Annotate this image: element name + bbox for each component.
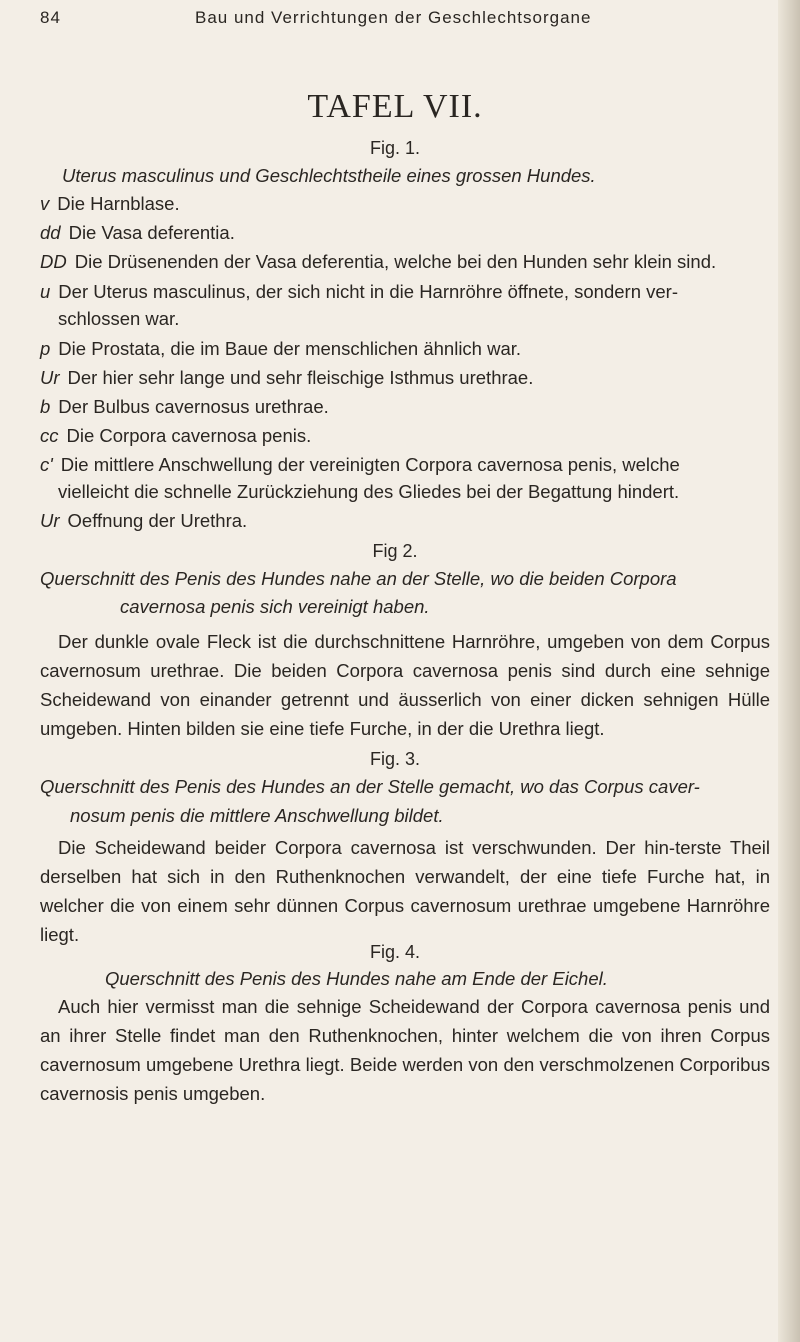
- fig3-caption-line1: Querschnitt des Penis des Hundes an der Stelle gemacht, wo das Corpus caver-: [40, 776, 700, 797]
- legend-item: [40, 251, 716, 273]
- legend-item: [40, 367, 533, 389]
- running-title: Bau und Verrichtungen der Geschlechtsorgane: [195, 8, 592, 27]
- legend-text: vielleicht die schnelle Zurückziehung des Gliedes bei der Begattung hindert.: [58, 481, 680, 502]
- fig4-label: Fig. 4.: [369, 942, 421, 962]
- legend-text: Oeffnung der Urethra.: [67, 510, 248, 531]
- legend-symbol: p: [40, 338, 51, 359]
- fig2-caption-line1: Querschnitt des Penis des Hundes nahe an der Stelle, wo die beiden Corpora: [40, 568, 677, 589]
- fig3-body: Die Scheidewand beider Corpora cavernosa ist verschwunden. Der hin-terste Theil derselben hat sich in den Ruthenknochen verwandelt, der eine tiefe Furche hat, in welcher die von einem sehr dünnen Corpus cavernosum urethrae umgebene Harnröhre liegt.: [40, 837, 770, 945]
- fig2-body: Der dunkle ovale Fleck ist die durchschnittene Harnröhre, umgeben von dem Corpus cavernosum urethrae. Die beiden Corpora cavernosa penis sind durch eine sehnige Scheidewand von einander getrennt und äusserlich von einer dicken sehnigen Hülle umgeben. Hinten bilden sie eine tiefe Furche, in der die Urethra liegt.: [40, 631, 770, 739]
- legend-symbol: Ur: [40, 510, 60, 531]
- legend-item-continued: [58, 481, 679, 503]
- legend-symbol: v: [40, 193, 50, 214]
- legend-item: [40, 193, 180, 215]
- fig2-caption-line2: cavernosa penis sich vereinigt haben.: [120, 596, 430, 617]
- legend-text: Die Corpora cavernosa penis.: [66, 425, 312, 446]
- fig3-label: Fig. 3.: [369, 749, 421, 769]
- fig1-label: Fig. 1.: [369, 138, 421, 158]
- legend-symbol: Ur: [40, 367, 60, 388]
- legend-item: [40, 338, 521, 360]
- page-edge-shadow: [778, 0, 800, 1342]
- fig1-caption: Uterus masculinus und Geschlechtstheile eines grossen Hundes.: [62, 165, 596, 186]
- legend-text: schlossen war.: [58, 308, 180, 329]
- legend-item: [40, 222, 235, 244]
- legend-text: Die mittlere Anschwellung der vereinigten Corpora cavernosa penis, welche: [60, 454, 680, 475]
- legend-item-continued: [58, 308, 179, 330]
- fig3-caption-line2: nosum penis die mittlere Anschwellung bildet.: [70, 805, 444, 826]
- legend-symbol: u: [40, 281, 51, 302]
- legend-item: [40, 281, 678, 303]
- legend-symbol: DD: [40, 251, 67, 272]
- legend-symbol: cc: [40, 425, 59, 446]
- legend-text: Die Vasa deferentia.: [68, 222, 235, 243]
- legend-symbol: dd: [40, 222, 61, 243]
- fig4-body: Auch hier vermisst man die sehnige Scheidewand der Corpora cavernosa penis und an ihrer Stelle findet man den Ruthenknochen, hinter welchem die von ihren Corpus cavernosum umgebene Urethra liegt. Beide werden von den verschmolzenen Corporibus cavernosis penis umgeben.: [40, 996, 770, 1104]
- legend-text: Der hier sehr lange und sehr fleischige Isthmus urethrae.: [67, 367, 534, 388]
- legend-text: Die Prostata, die im Baue der menschlichen ähnlich war.: [58, 338, 522, 359]
- legend-text: Die Harnblase.: [57, 193, 180, 214]
- fig2-label: Fig 2.: [372, 541, 418, 561]
- legend-text: Der Uterus masculinus, der sich nicht in die Harnröhre öffnete, sondern ver-: [58, 281, 678, 302]
- legend-symbol: b: [40, 396, 51, 417]
- fig4-caption: Querschnitt des Penis des Hundes nahe am Ende der Eichel.: [105, 968, 608, 989]
- legend-item: [40, 510, 247, 532]
- legend-item: [40, 425, 311, 447]
- legend-text: Die Drüsenenden der Vasa deferentia, welche bei den Hunden sehr klein sind.: [74, 251, 717, 272]
- plate-title: TAFEL VII.: [307, 88, 483, 125]
- page-number: 84: [40, 8, 61, 27]
- legend-symbol: c': [40, 454, 53, 475]
- legend-item: [40, 454, 680, 476]
- legend-item: [40, 396, 329, 418]
- legend-text: Der Bulbus cavernosus urethrae.: [58, 396, 329, 417]
